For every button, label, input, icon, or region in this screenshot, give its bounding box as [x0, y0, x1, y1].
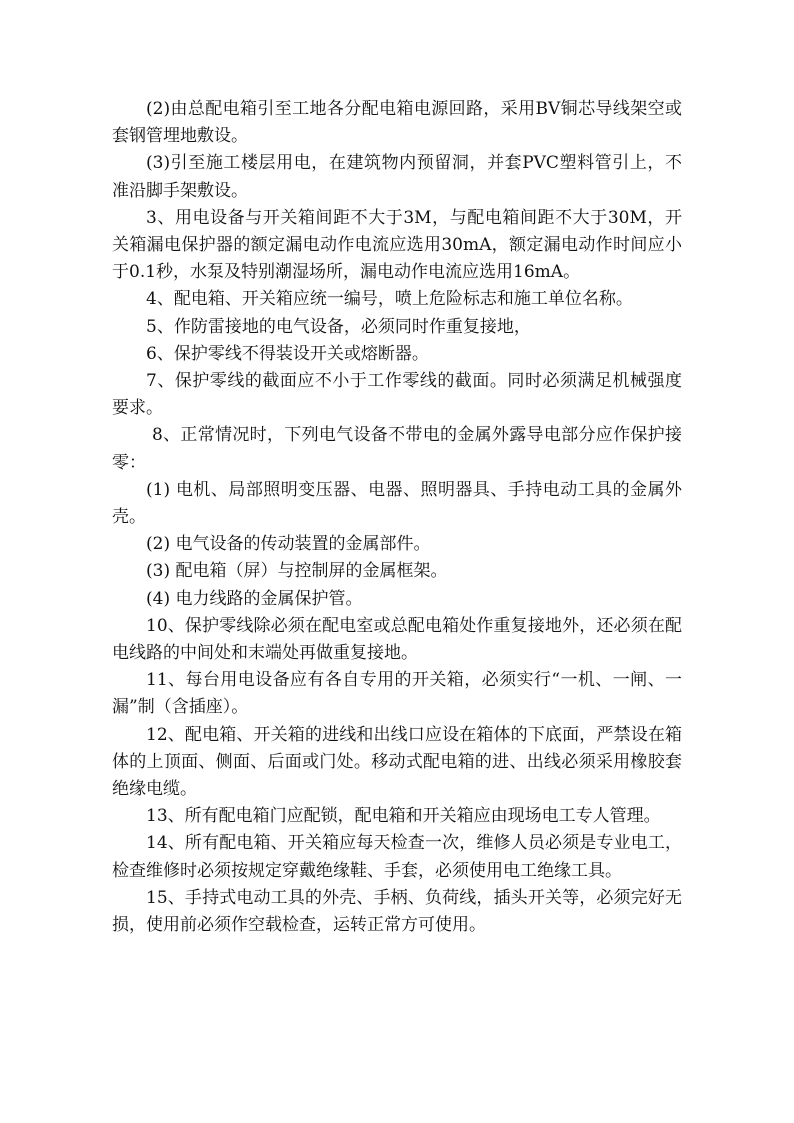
paragraph-sub-4: (4) 电力线路的金属保护管。	[146, 588, 363, 609]
paragraph-item-13: 13、所有配电箱门应配锁，配电箱和开关箱应由现场电工专人管理。	[146, 806, 661, 827]
paragraph-2-feeder-circuit: (2)由总配电箱引至工地各分配电箱电源回路，采用BV铜芯导线架空或套钢管埋地敷设。	[112, 99, 682, 147]
paragraph-sub-1: (1) 电机、局部照明变压器、电器、照明器具、手持电动工具的金属外壳。	[112, 479, 682, 528]
paragraph-item-15: 15、手持式电动工具的外壳、手柄、负荷线，插头开关等，必须完好无损，使用前必须作空载检查，运转正常方可使用。	[112, 887, 682, 936]
paragraph-item-4: 4、配电箱、开关箱应统一编号，喷上危险标志和施工单位名称。	[146, 289, 633, 310]
paragraph-item-11: 11、每台用电设备应有各自专用的开关箱，必须实行“一机、一闸、一漏”制（含插座）。	[112, 670, 682, 718]
paragraph-item-3: 3、用电设备与开关箱间距不大于3M，与配电箱间距不大于30M，开关箱漏电保护器的额定漏电动作电流应选用30mA，额定漏电动作时间应小于0.1秒，水泵及特别潮湿场所，漏电动作电流应选用16mA。	[112, 207, 682, 283]
paragraph-sub-2: (2) 电气设备的传动装置的金属部件。	[146, 534, 431, 555]
paragraph-item-6: 6、保护零线不得装设开关或熔断器。	[146, 343, 429, 364]
paragraph-item-14: 14、所有配电箱、开关箱应每天检查一次，维修人员必须是专业电工，检查维修时必须按规定穿戴绝缘鞋、手套，必须使用电工绝缘工具。	[112, 833, 682, 881]
paragraph-sub-3: (3) 配电箱（屏）与控制屏的金属框架。	[146, 561, 448, 582]
paragraph-item-10: 10、保护零线除必须在配电室或总配电箱处作重复接地外，还必须在配电线路的中间处和末端处再做重复接地。	[112, 615, 682, 664]
paragraph-item-5: 5、作防雷接地的电气设备，必须同时作重复接地，	[146, 316, 531, 337]
paragraph-3-floor-power: (3)引至施工楼层用电，在建筑物内预留洞，并套PVC塑料管引上，不准沿脚手架敷设。	[112, 153, 682, 201]
document-body	[112, 96, 682, 939]
paragraph-item-12: 12、配电箱、开关箱的进线和出线口应设在箱体的下底面，严禁设在箱体的上顶面、侧面、后面或门处。移动式配电箱的进、出线必须采用橡胶套绝缘电缆。	[112, 724, 682, 800]
paragraph-item-7: 7、保护零线的截面应不小于工作零线的截面。同时必须满足机械强度要求。	[112, 371, 682, 419]
paragraph-item-8: 8、正常情况时，下列电气设备不带电的金属外露导电部分应作保护接零：	[112, 425, 682, 473]
